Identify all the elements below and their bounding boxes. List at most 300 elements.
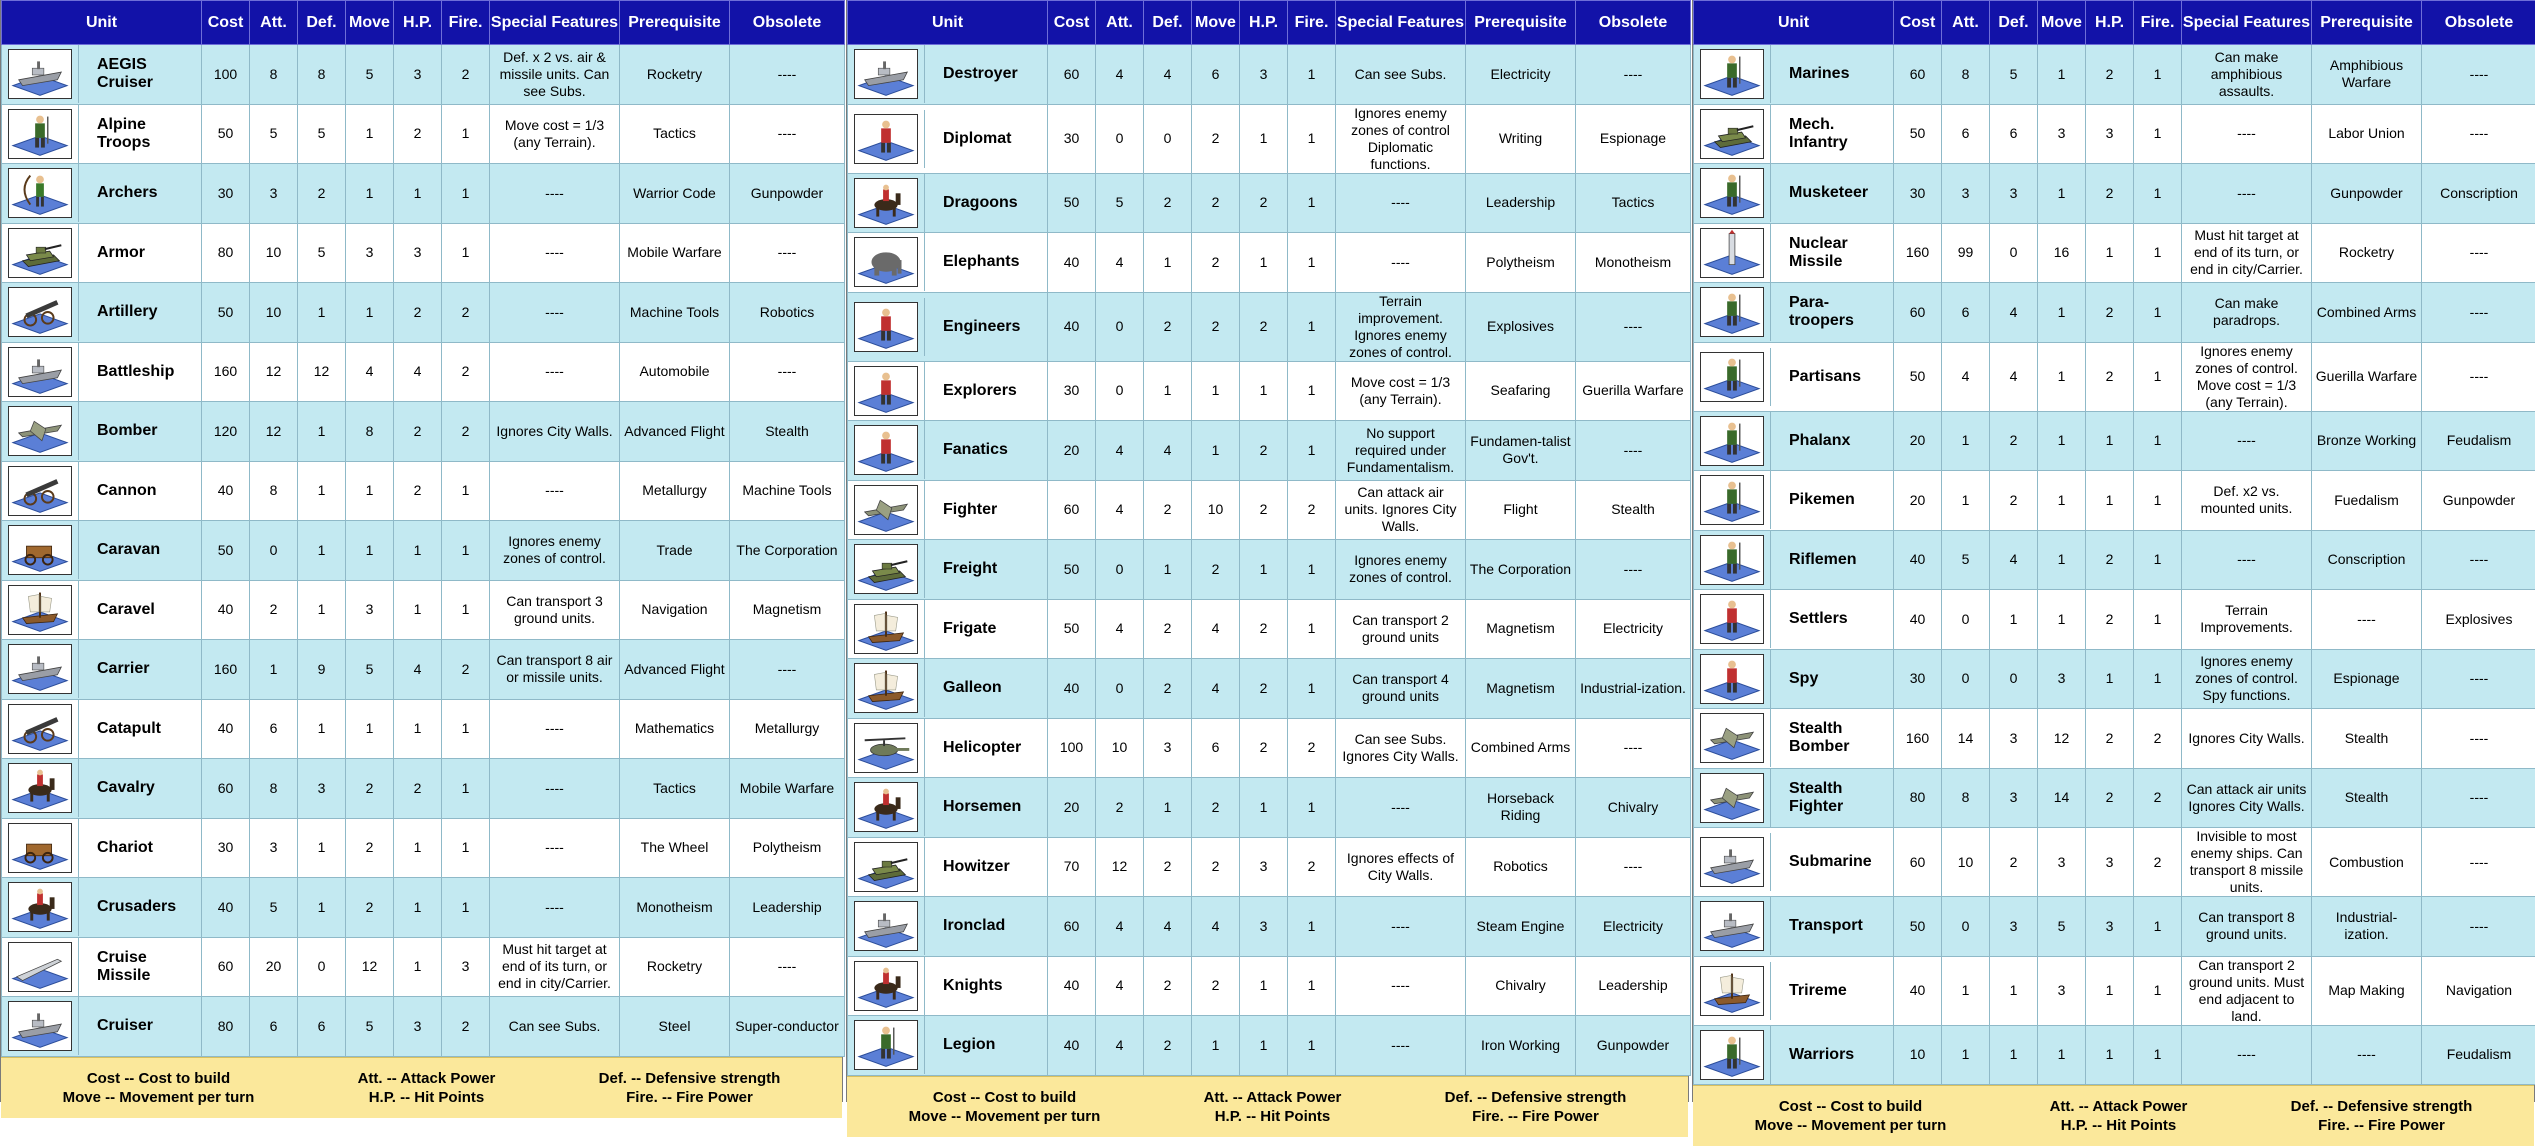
cell-fire: 1 bbox=[2134, 45, 2182, 105]
cell-cost: 30 bbox=[1048, 104, 1096, 173]
legend-line: Def. -- Defensive strength bbox=[2291, 1097, 2473, 1116]
legend-line: Att. -- Attack Power bbox=[2050, 1097, 2188, 1116]
cell-hp: 2 bbox=[1240, 173, 1288, 233]
cell-def: 4 bbox=[1144, 421, 1192, 481]
unit-cell bbox=[2, 342, 202, 402]
unit-cell bbox=[1694, 897, 1894, 957]
unit-name: Cruise Missile bbox=[79, 949, 201, 985]
cell-hp: 1 bbox=[1240, 956, 1288, 1016]
cell-features: ---- bbox=[1336, 778, 1466, 838]
unit-name: Bomber bbox=[79, 422, 201, 440]
cell-def: 0 bbox=[1990, 649, 2038, 709]
unit-table-panel-1 bbox=[0, 0, 843, 1102]
cell-att: 8 bbox=[1942, 45, 1990, 105]
cell-att: 0 bbox=[1942, 649, 1990, 709]
unit-name: Frigate bbox=[925, 620, 1047, 638]
table-row bbox=[2, 521, 845, 581]
unit-cell bbox=[848, 540, 1048, 600]
table-row bbox=[1694, 45, 2535, 105]
column-header-def: Def. bbox=[1990, 1, 2038, 45]
table-row bbox=[848, 837, 1691, 897]
cell-att: 4 bbox=[1096, 897, 1144, 957]
table-row bbox=[848, 421, 1691, 481]
unit-name: Caravan bbox=[79, 541, 201, 559]
cell-fire: 2 bbox=[442, 640, 490, 700]
cell-def: 1 bbox=[298, 461, 346, 521]
soldier-icon bbox=[1700, 49, 1764, 99]
cell-obsolete: ---- bbox=[2422, 283, 2535, 343]
archer-icon bbox=[8, 168, 72, 218]
cell-cost: 160 bbox=[202, 342, 250, 402]
legend-item bbox=[63, 1069, 255, 1107]
cell-features: Terrain improvement. Ignores enemy zones of control. bbox=[1336, 292, 1466, 361]
unit-name: Para-troopers bbox=[1771, 294, 1893, 330]
unit-name: Crusaders bbox=[79, 898, 201, 916]
cell-prereq: Magnetism bbox=[1466, 599, 1576, 659]
cell-cost: 50 bbox=[1894, 342, 1942, 411]
cell-cost: 60 bbox=[1894, 283, 1942, 343]
unit-cell bbox=[2, 104, 202, 164]
unit-cell bbox=[2, 997, 202, 1057]
table-row bbox=[1694, 411, 2535, 471]
cell-att: 10 bbox=[250, 223, 298, 283]
cell-prereq: Explosives bbox=[1466, 292, 1576, 361]
cell-obsolete: Stealth bbox=[730, 402, 845, 462]
cell-def: 1 bbox=[1144, 361, 1192, 421]
cell-att: 8 bbox=[250, 461, 298, 521]
cell-prereq: Robotics bbox=[1466, 837, 1576, 897]
cell-prereq: The Wheel bbox=[620, 818, 730, 878]
cell-features: Can see Subs. Ignores City Walls. bbox=[1336, 718, 1466, 778]
table-row bbox=[848, 45, 1691, 105]
cell-fire: 1 bbox=[1288, 659, 1336, 719]
cell-obsolete: Guerilla Warfare bbox=[1576, 361, 1691, 421]
cell-def: 9 bbox=[298, 640, 346, 700]
cell-hp: 2 bbox=[2086, 530, 2134, 590]
cell-cost: 50 bbox=[1048, 599, 1096, 659]
cell-fire: 1 bbox=[442, 223, 490, 283]
table-row bbox=[1694, 649, 2535, 709]
cell-move: 1 bbox=[1192, 1016, 1240, 1076]
cell-features: Invisible to most enemy ships. Can transport 8 missile units. bbox=[2182, 828, 2312, 897]
cell-cost: 80 bbox=[202, 223, 250, 283]
cell-features: No support required under Fundamentalism. bbox=[1336, 421, 1466, 481]
cell-obsolete: Leadership bbox=[730, 878, 845, 938]
cell-features: Move cost = 1/3 (any Terrain). bbox=[490, 104, 620, 164]
legend-item bbox=[1204, 1088, 1342, 1126]
unit-cell bbox=[1694, 649, 1894, 709]
table-row bbox=[1694, 768, 2535, 828]
cell-move: 2 bbox=[1192, 233, 1240, 293]
cell-fire: 1 bbox=[2134, 530, 2182, 590]
cell-hp: 1 bbox=[2086, 471, 2134, 531]
unit-name: Nuclear Missile bbox=[1771, 235, 1893, 271]
cell-def: 2 bbox=[1144, 1016, 1192, 1076]
cell-features: Move cost = 1/3 (any Terrain). bbox=[1336, 361, 1466, 421]
cell-features: ---- bbox=[490, 699, 620, 759]
table-row bbox=[2, 937, 845, 997]
column-header-att: Att. bbox=[1096, 1, 1144, 45]
table-row bbox=[1694, 709, 2535, 769]
elephant-icon bbox=[854, 237, 918, 287]
cell-cost: 50 bbox=[202, 283, 250, 343]
cell-hp: 1 bbox=[394, 164, 442, 224]
unit-cell bbox=[2, 818, 202, 878]
table-row bbox=[2, 164, 845, 224]
person-icon bbox=[854, 302, 918, 352]
column-header-fire: Fire. bbox=[2134, 1, 2182, 45]
cell-att: 12 bbox=[250, 402, 298, 462]
legend-item bbox=[2291, 1097, 2473, 1135]
cell-hp: 3 bbox=[1240, 45, 1288, 105]
unit-cell bbox=[1694, 956, 1894, 1025]
column-header-att: Att. bbox=[1942, 1, 1990, 45]
cell-features: ---- bbox=[490, 461, 620, 521]
cell-obsolete: ---- bbox=[2422, 530, 2535, 590]
unit-name: Mech. Infantry bbox=[1771, 116, 1893, 152]
column-header-prereq: Prerequisite bbox=[2312, 1, 2422, 45]
cell-cost: 10 bbox=[1894, 1025, 1942, 1085]
table-row bbox=[848, 659, 1691, 719]
cell-features: ---- bbox=[1336, 173, 1466, 233]
unit-cell bbox=[848, 480, 1048, 540]
cell-obsolete: Electricity bbox=[1576, 897, 1691, 957]
cannon-icon bbox=[8, 287, 72, 337]
cell-def: 2 bbox=[1144, 173, 1192, 233]
cell-features: Can make paradrops. bbox=[2182, 283, 2312, 343]
cell-cost: 40 bbox=[202, 878, 250, 938]
cell-move: 5 bbox=[346, 45, 394, 105]
table-row bbox=[2, 997, 845, 1057]
unit-name: Phalanx bbox=[1771, 432, 1893, 450]
cell-obsolete: ---- bbox=[730, 342, 845, 402]
cell-features: Can transport 8 ground units. bbox=[2182, 897, 2312, 957]
cell-cost: 50 bbox=[1894, 897, 1942, 957]
cell-hp: 1 bbox=[1240, 233, 1288, 293]
cell-features: ---- bbox=[490, 759, 620, 819]
cell-att: 0 bbox=[1096, 104, 1144, 173]
cell-prereq: Labor Union bbox=[2312, 104, 2422, 164]
horse-icon bbox=[854, 178, 918, 228]
cell-att: 3 bbox=[250, 164, 298, 224]
cell-def: 6 bbox=[298, 997, 346, 1057]
cell-fire: 1 bbox=[1288, 1016, 1336, 1076]
unit-cell bbox=[2, 759, 202, 819]
table-row bbox=[1694, 1025, 2535, 1085]
cell-obsolete: ---- bbox=[1576, 45, 1691, 105]
unit-name: Howitzer bbox=[925, 858, 1047, 876]
unit-cell bbox=[1694, 590, 1894, 650]
cell-prereq: Electricity bbox=[1466, 45, 1576, 105]
cell-hp: 2 bbox=[2086, 768, 2134, 828]
cell-features: ---- bbox=[490, 342, 620, 402]
soldier-icon bbox=[1700, 535, 1764, 585]
cell-att: 4 bbox=[1096, 599, 1144, 659]
legend bbox=[1693, 1085, 2534, 1146]
cell-fire: 1 bbox=[442, 699, 490, 759]
cell-cost: 40 bbox=[1894, 956, 1942, 1025]
legend-line: Att. -- Attack Power bbox=[1204, 1088, 1342, 1107]
column-header-prereq: Prerequisite bbox=[620, 1, 730, 45]
cell-att: 5 bbox=[1942, 530, 1990, 590]
table-row bbox=[848, 540, 1691, 600]
unit-name: Elephants bbox=[925, 253, 1047, 271]
cell-fire: 1 bbox=[1288, 173, 1336, 233]
cell-obsolete: Electricity bbox=[1576, 599, 1691, 659]
cell-prereq: Magnetism bbox=[1466, 659, 1576, 719]
cell-cost: 50 bbox=[202, 104, 250, 164]
cell-features: Ignores effects of City Walls. bbox=[1336, 837, 1466, 897]
cell-att: 1 bbox=[250, 640, 298, 700]
unit-cell bbox=[848, 897, 1048, 957]
table-row bbox=[2, 699, 845, 759]
cell-hp: 1 bbox=[1240, 540, 1288, 600]
cell-def: 1 bbox=[298, 580, 346, 640]
cell-def: 3 bbox=[298, 759, 346, 819]
cell-obsolete: Monotheism bbox=[1576, 233, 1691, 293]
cell-features: ---- bbox=[2182, 104, 2312, 164]
column-header-hp: H.P. bbox=[2086, 1, 2134, 45]
cell-att: 2 bbox=[250, 580, 298, 640]
cell-cost: 40 bbox=[1048, 659, 1096, 719]
legend-item bbox=[2050, 1097, 2188, 1135]
cell-obsolete: Mobile Warfare bbox=[730, 759, 845, 819]
ship-icon bbox=[8, 644, 72, 694]
cell-att: 4 bbox=[1096, 480, 1144, 540]
cell-def: 2 bbox=[1144, 659, 1192, 719]
table-row bbox=[848, 778, 1691, 838]
cell-obsolete: ---- bbox=[1576, 421, 1691, 481]
cell-att: 0 bbox=[1096, 540, 1144, 600]
cell-features: ---- bbox=[1336, 233, 1466, 293]
legend-line: Move -- Movement per turn bbox=[1755, 1116, 1947, 1135]
cell-def: 3 bbox=[1144, 718, 1192, 778]
cruiser-icon bbox=[8, 1001, 72, 1051]
cell-obsolete: Feudalism bbox=[2422, 1025, 2535, 1085]
unit-name: Cavalry bbox=[79, 779, 201, 797]
unit-name: Helicopter bbox=[925, 739, 1047, 757]
cell-def: 2 bbox=[298, 164, 346, 224]
cell-def: 2 bbox=[1144, 292, 1192, 361]
cell-prereq: Monotheism bbox=[620, 878, 730, 938]
rocket-icon bbox=[1700, 228, 1764, 278]
cell-hp: 2 bbox=[2086, 283, 2134, 343]
unit-name: Explorers bbox=[925, 382, 1047, 400]
unit-cell bbox=[2, 164, 202, 224]
cell-move: 4 bbox=[1192, 897, 1240, 957]
cell-prereq: Tactics bbox=[620, 759, 730, 819]
cell-fire: 1 bbox=[2134, 342, 2182, 411]
cell-prereq: Mobile Warfare bbox=[620, 223, 730, 283]
cell-fire: 2 bbox=[2134, 828, 2182, 897]
cell-att: 3 bbox=[250, 818, 298, 878]
cell-features: Ignores City Walls. bbox=[2182, 709, 2312, 769]
column-header-unit: Unit bbox=[1694, 1, 1894, 45]
unit-cell bbox=[1694, 45, 1894, 105]
cell-att: 4 bbox=[1096, 1016, 1144, 1076]
ship-icon bbox=[1700, 901, 1764, 951]
cell-obsolete: ---- bbox=[1576, 540, 1691, 600]
unit-cell bbox=[1694, 411, 1894, 471]
cell-cost: 40 bbox=[1894, 590, 1942, 650]
wagon-icon bbox=[8, 525, 72, 575]
cell-move: 12 bbox=[346, 937, 394, 997]
cell-fire: 1 bbox=[1288, 421, 1336, 481]
cell-cost: 60 bbox=[1894, 828, 1942, 897]
cell-fire: 1 bbox=[1288, 233, 1336, 293]
cell-prereq: Fuedalism bbox=[2312, 471, 2422, 531]
cell-fire: 1 bbox=[2134, 283, 2182, 343]
cell-cost: 40 bbox=[1048, 233, 1096, 293]
cell-features: ---- bbox=[490, 283, 620, 343]
unit-name: Engineers bbox=[925, 318, 1047, 336]
cell-hp: 1 bbox=[394, 878, 442, 938]
cell-att: 0 bbox=[1096, 659, 1144, 719]
cell-fire: 2 bbox=[1288, 480, 1336, 540]
cell-move: 3 bbox=[346, 223, 394, 283]
column-header-features: Special Features bbox=[490, 1, 620, 45]
cell-cost: 160 bbox=[1894, 709, 1942, 769]
column-header-move: Move bbox=[346, 1, 394, 45]
cell-obsolete: Chivalry bbox=[1576, 778, 1691, 838]
cell-move: 3 bbox=[2038, 104, 2086, 164]
cell-cost: 60 bbox=[1048, 45, 1096, 105]
unit-cell bbox=[2, 580, 202, 640]
cell-cost: 50 bbox=[1894, 104, 1942, 164]
horse-icon bbox=[854, 961, 918, 1011]
unit-name: Archers bbox=[79, 184, 201, 202]
cell-cost: 50 bbox=[202, 521, 250, 581]
cell-fire: 1 bbox=[1288, 45, 1336, 105]
cell-move: 1 bbox=[2038, 342, 2086, 411]
cell-obsolete: Leadership bbox=[1576, 956, 1691, 1016]
missile-icon bbox=[8, 942, 72, 992]
cruiser-icon bbox=[8, 49, 72, 99]
unit-cell bbox=[848, 659, 1048, 719]
cell-obsolete: ---- bbox=[730, 223, 845, 283]
legend bbox=[1, 1057, 842, 1118]
cell-obsolete: The Corporation bbox=[730, 521, 845, 581]
unit-cell bbox=[848, 292, 1048, 361]
cell-def: 2 bbox=[1144, 956, 1192, 1016]
cell-fire: 1 bbox=[442, 104, 490, 164]
cell-att: 6 bbox=[250, 699, 298, 759]
cell-def: 1 bbox=[1144, 540, 1192, 600]
unit-name: Chariot bbox=[79, 839, 201, 857]
cell-att: 1 bbox=[1942, 956, 1990, 1025]
cell-hp: 3 bbox=[2086, 104, 2134, 164]
cell-obsolete: Tactics bbox=[1576, 173, 1691, 233]
unit-table bbox=[1693, 0, 2535, 1085]
table-row bbox=[2, 402, 845, 462]
cell-att: 10 bbox=[250, 283, 298, 343]
unit-cell bbox=[1694, 768, 1894, 828]
cell-fire: 1 bbox=[2134, 897, 2182, 957]
cell-hp: 2 bbox=[2086, 164, 2134, 224]
cell-fire: 2 bbox=[442, 283, 490, 343]
unit-name: Fanatics bbox=[925, 441, 1047, 459]
table-row bbox=[848, 361, 1691, 421]
cell-move: 1 bbox=[1192, 421, 1240, 481]
column-header-move: Move bbox=[1192, 1, 1240, 45]
cell-hp: 2 bbox=[2086, 709, 2134, 769]
cell-features: ---- bbox=[2182, 1025, 2312, 1085]
cell-move: 12 bbox=[2038, 709, 2086, 769]
cell-fire: 2 bbox=[442, 342, 490, 402]
cell-features: Can transport 4 ground units bbox=[1336, 659, 1466, 719]
cell-fire: 2 bbox=[442, 997, 490, 1057]
cell-obsolete: ---- bbox=[1576, 292, 1691, 361]
person-icon bbox=[1700, 654, 1764, 704]
cell-att: 0 bbox=[1096, 361, 1144, 421]
unit-name: Destroyer bbox=[925, 65, 1047, 83]
cell-obsolete: ---- bbox=[2422, 828, 2535, 897]
cell-features: ---- bbox=[2182, 411, 2312, 471]
horse-icon bbox=[8, 882, 72, 932]
cell-prereq: Fundamen-talist Gov't. bbox=[1466, 421, 1576, 481]
legend-item bbox=[358, 1069, 496, 1107]
cell-def: 2 bbox=[1144, 599, 1192, 659]
unit-cell bbox=[1694, 223, 1894, 283]
horse-icon bbox=[8, 763, 72, 813]
cell-obsolete: ---- bbox=[2422, 649, 2535, 709]
cell-fire: 1 bbox=[2134, 471, 2182, 531]
cell-move: 1 bbox=[346, 104, 394, 164]
cell-move: 1 bbox=[346, 461, 394, 521]
cell-def: 4 bbox=[1990, 342, 2038, 411]
unit-cell bbox=[848, 956, 1048, 1016]
cell-move: 4 bbox=[346, 342, 394, 402]
cell-obsolete: Feudalism bbox=[2422, 411, 2535, 471]
cell-prereq: Espionage bbox=[2312, 649, 2422, 709]
unit-name: Stealth Fighter bbox=[1771, 780, 1893, 816]
cell-hp: 3 bbox=[394, 223, 442, 283]
cell-fire: 1 bbox=[442, 759, 490, 819]
cell-cost: 80 bbox=[1894, 768, 1942, 828]
cell-prereq: Navigation bbox=[620, 580, 730, 640]
unit-cell bbox=[848, 778, 1048, 838]
cell-prereq: Combined Arms bbox=[1466, 718, 1576, 778]
cell-prereq: Steam Engine bbox=[1466, 897, 1576, 957]
cell-def: 3 bbox=[1990, 897, 2038, 957]
column-header-hp: H.P. bbox=[1240, 1, 1288, 45]
cell-att: 20 bbox=[250, 937, 298, 997]
cell-prereq: Gunpowder bbox=[2312, 164, 2422, 224]
cell-def: 2 bbox=[1990, 411, 2038, 471]
cell-obsolete: Gunpowder bbox=[2422, 471, 2535, 531]
cell-features: ---- bbox=[2182, 530, 2312, 590]
cell-obsolete: ---- bbox=[2422, 45, 2535, 105]
unit-cell bbox=[848, 361, 1048, 421]
cell-obsolete: ---- bbox=[2422, 897, 2535, 957]
cell-fire: 1 bbox=[2134, 1025, 2182, 1085]
cell-hp: 1 bbox=[2086, 1025, 2134, 1085]
sailship-icon bbox=[1700, 966, 1764, 1016]
cell-att: 14 bbox=[1942, 709, 1990, 769]
soldier-icon bbox=[1700, 475, 1764, 525]
helicopter-icon bbox=[854, 723, 918, 773]
cell-cost: 20 bbox=[1894, 411, 1942, 471]
column-header-obsolete: Obsolete bbox=[730, 1, 845, 45]
unit-name: Cannon bbox=[79, 482, 201, 500]
unit-name: Settlers bbox=[1771, 610, 1893, 628]
legend-line: Def. -- Defensive strength bbox=[599, 1069, 781, 1088]
table-row bbox=[848, 173, 1691, 233]
cell-obsolete: Gunpowder bbox=[730, 164, 845, 224]
legend-line: Cost -- Cost to build bbox=[63, 1069, 255, 1088]
ship-icon bbox=[8, 347, 72, 397]
unit-name: Stealth Bomber bbox=[1771, 720, 1893, 756]
